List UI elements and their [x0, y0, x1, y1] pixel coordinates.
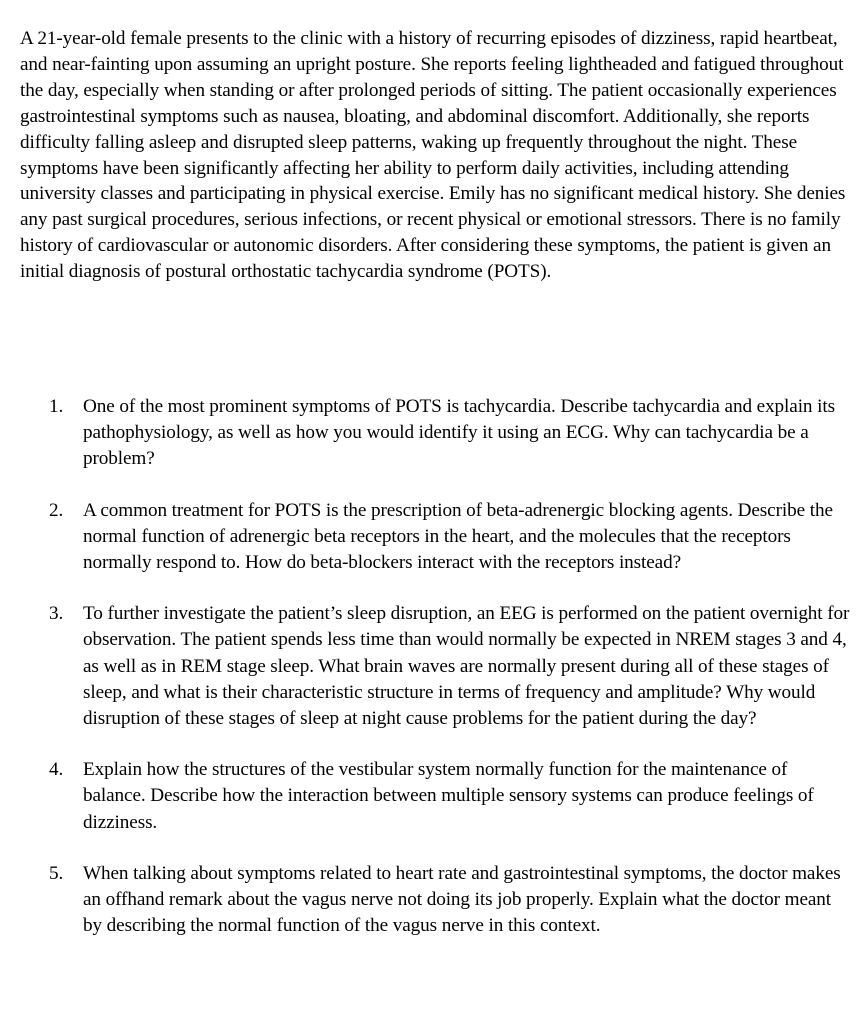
question-number: 5.	[49, 862, 64, 884]
question-item-1	[0, 394, 866, 473]
question-item-5	[0, 861, 866, 940]
question-number: 3.	[49, 603, 64, 625]
question-item-4	[0, 757, 866, 836]
question-number: 2.	[49, 499, 64, 521]
question-item-3	[0, 601, 866, 732]
question-text: A common treatment for POTS is the prescription of beta-adrenergic blocking agents. Describe the normal function of adrenergic beta receptors in the heart, and the molecules that the receptors normally respond to. How do beta-blockers interact with the receptors instead?	[83, 499, 833, 574]
question-text: To further investigate the patient’s sleep disruption, an EEG is performed on the patient overnight for observation. The patient spends less time than would normally be expected in NREM stages 3 and 4, as well as in REM stage sleep. What brain waves are normally present during all of these stages of sleep, and what is their characteristic structure in terms of frequency and amplitude? Why would disruption of these stages of sleep at night cause problems for the patient during the day?	[83, 603, 850, 730]
question-text: One of the most prominent symptoms of POTS is tachycardia. Describe tachycardia and explain its pathophysiology, as well as how you would identify it using an ECG. Why can tachycardia be a problem?	[83, 396, 835, 470]
question-text: Explain how the structures of the vestibular system normally function for the maintenance of balance. Describe how the interaction between multiple sensory systems can produce feelings of dizziness.	[83, 759, 814, 833]
question-list	[0, 394, 866, 939]
case-study-paragraph: A 21-year-old female presents to the clinic with a history of recurring episodes of dizziness, rapid heartbeat, and near-fainting upon assuming an upright posture. She reports feeling lightheaded and fatigued throughout the day, especially when standing or after prolonged periods of sitting. The patient occasionally experiences gastrointestinal symptoms such as nausea, bloating, and abdominal discomfort. Additionally, she reports difficulty falling asleep and disrupted sleep patterns, waking up frequently throughout the night. These symptoms have been significantly affecting her ability to perform daily activities, including attending university classes and participating in physical exercise. Emily has no significant medical history. She denies any past surgical procedures, serious infections, or recent physical or emotional stressors. There is no family history of cardiovascular or autonomic disorders. After considering these symptoms, the patient is given an initial diagnosis of postural orthostatic tachycardia syndrome (POTS).	[20, 28, 846, 283]
question-number: 1.	[49, 396, 64, 417]
question-item-2	[0, 498, 866, 577]
question-text: When talking about symptoms related to heart rate and gastrointestinal symptoms, the doctor makes an offhand remark about the vagus nerve not doing its job properly. Explain what the doctor meant by describing the normal function of the vagus nerve in this context.	[83, 862, 841, 937]
question-number: 4.	[49, 759, 64, 781]
